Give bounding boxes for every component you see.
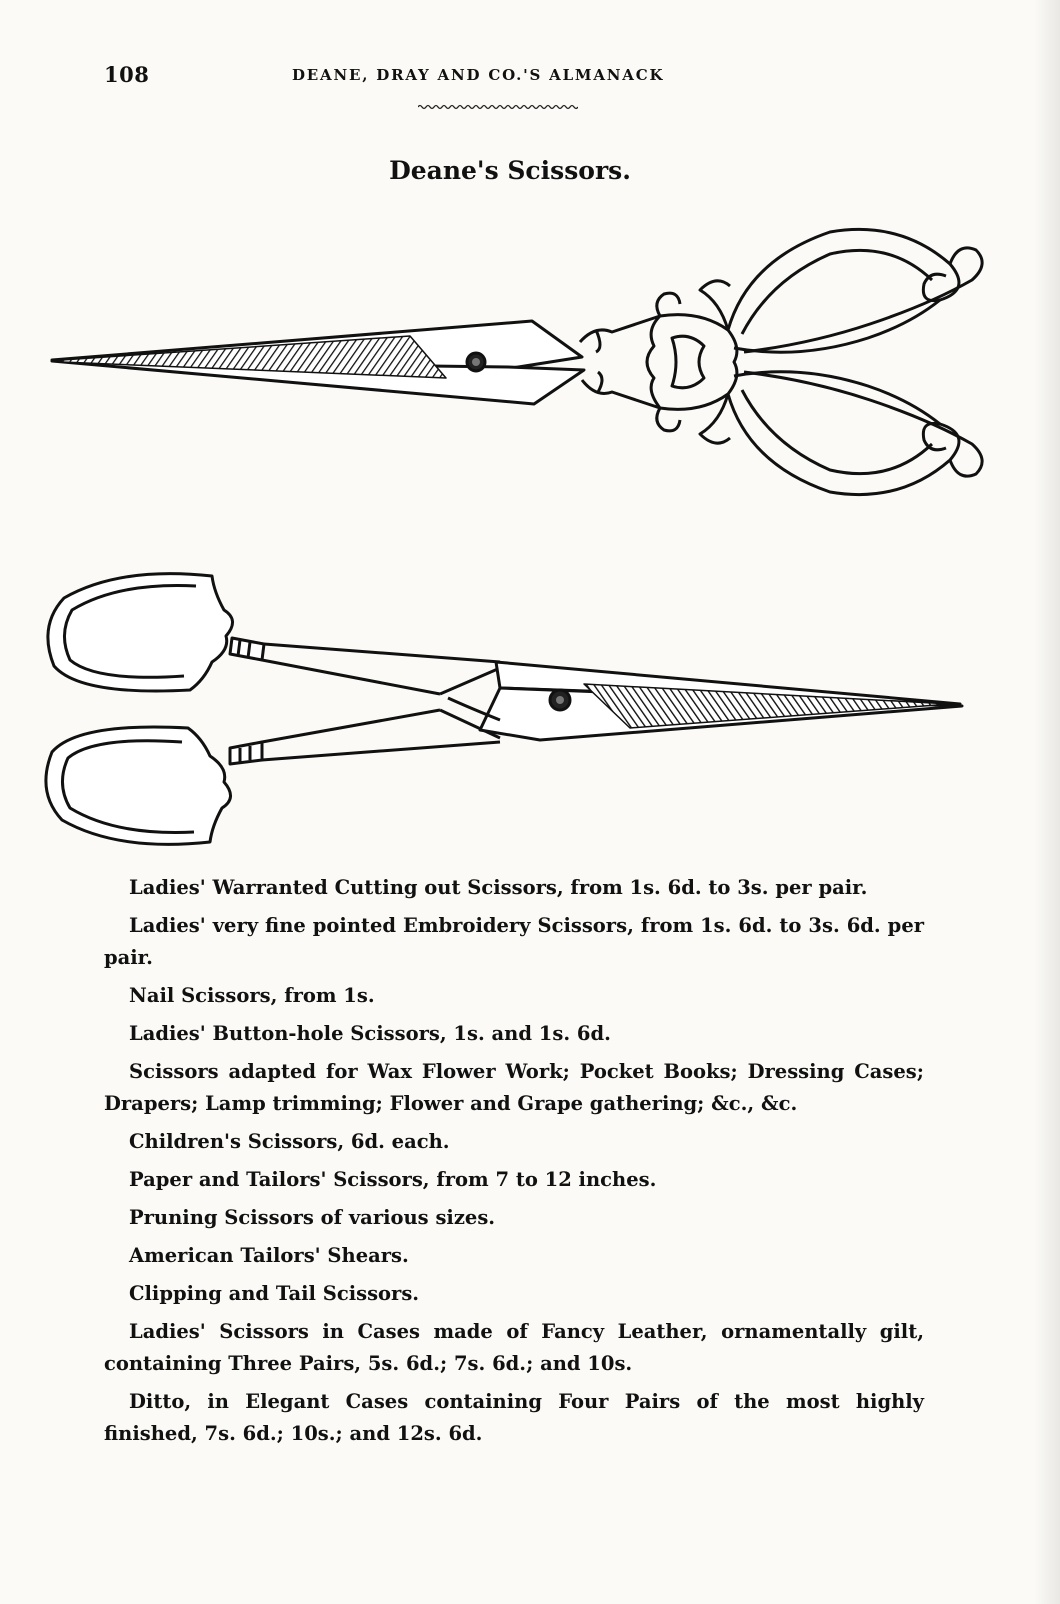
price-list-item: Nail Scissors, from 1s. [129, 984, 375, 1007]
plain-scissors-illustration [0, 570, 1020, 860]
price-list-item: Pruning Scissors of various sizes. [129, 1206, 496, 1229]
price-list-item: Scissors adapted for Wax Flower Work; Pocket Books; Dressing Cases; Drapers; Lamp trimming; Flower and Grape gathering; &c., &c. [104, 1060, 924, 1115]
price-list-item: Ladies' very fine pointed Embroidery Scissors, from 1s. 6d. to 3s. 6d. per pair. [104, 914, 924, 969]
price-list-item: Ladies' Scissors in Cases made of Fancy Leather, ornamentally gilt, containing Three Pairs, 5s. 6d.; 7s. 6d.; and 10s. [104, 1320, 924, 1375]
price-list-item: Ditto, in Elegant Cases containing Four Pairs of the most highly finished, 7s. 6d.; 10s.; and 12s. 6d. [104, 1390, 924, 1445]
price-list [104, 872, 924, 1456]
decorative-wavy-rule [418, 104, 578, 110]
ornate-scissors-illustration [0, 220, 1020, 520]
price-list-item: Clipping and Tail Scissors. [129, 1282, 420, 1305]
page-title: Deane's Scissors. [389, 156, 631, 185]
price-list-item: Ladies' Button-hole Scissors, 1s. and 1s. 6d. [129, 1022, 611, 1045]
price-list-item: American Tailors' Shears. [129, 1244, 409, 1267]
page-header [104, 62, 924, 92]
running-head: DEANE, DRAY AND CO.'S ALMANACK [292, 66, 665, 84]
price-list-item: Children's Scissors, 6d. each. [129, 1130, 450, 1153]
page-edge-shadow [1034, 0, 1060, 1604]
price-list-item: Paper and Tailors' Scissors, from 7 to 12 inches. [129, 1168, 657, 1191]
page-number: 108 [104, 62, 150, 87]
price-list-item: Ladies' Warranted Cutting out Scissors, from 1s. 6d. to 3s. per pair. [129, 876, 868, 899]
